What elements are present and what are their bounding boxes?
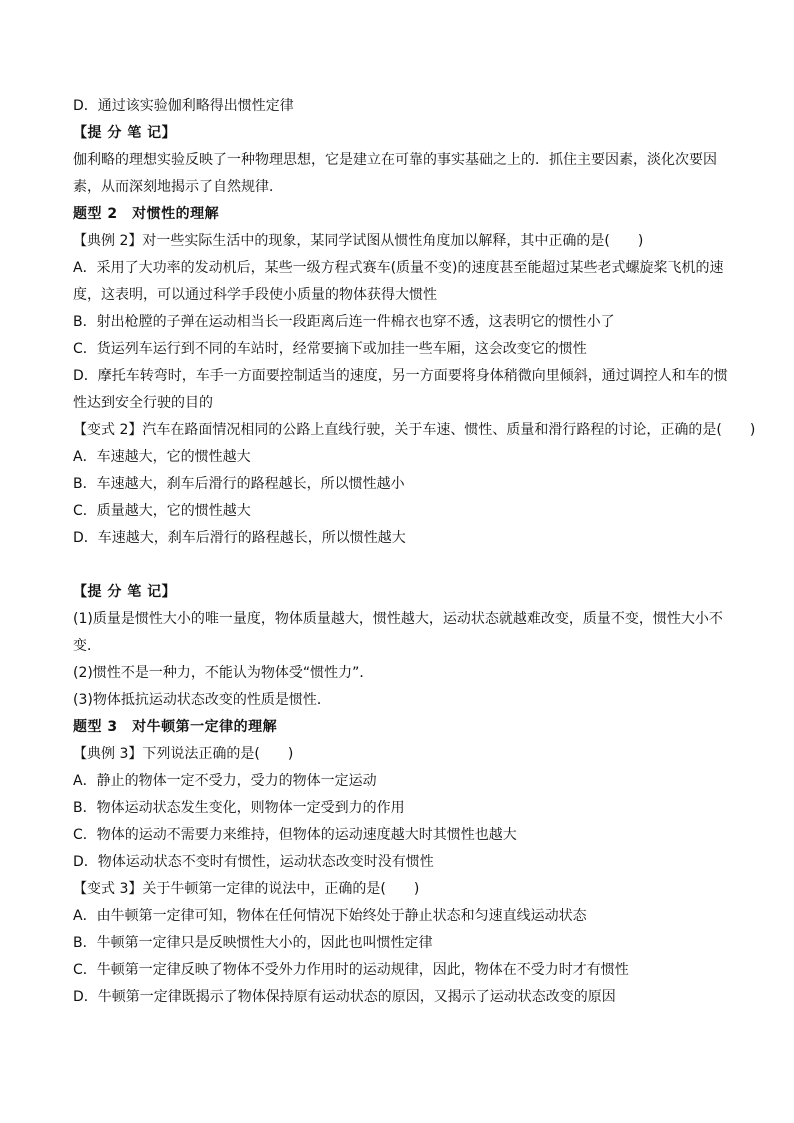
option-text: B．车速越大，刹车后滑行的路程越长，所以惯性越小 <box>73 476 405 492</box>
example-question: 【典例 3】下列说法正确的是( ) <box>73 746 294 762</box>
variant-question: 【变式 2】汽车在路面情况相同的公路上直线行驶，关于车速、惯性、质量和滑行路程的讨论，正确的是( ) <box>73 422 756 438</box>
notes-paragraph-line: 素，从而深刻地揭示了自然规律． <box>73 179 283 195</box>
example-question: 【典例 2】对一些实际生活中的现象，某同学试图从惯性角度加以解释，其中正确的是( ) <box>73 233 644 249</box>
section-heading: 题型 2 对惯性的理解 <box>73 206 220 222</box>
option-text: A．静止的物体一定不受力，受力的物体一定运动 <box>73 773 377 789</box>
section-heading: 题型 3 对牛顿第一定律的理解 <box>73 719 278 735</box>
option-text: C．物体的运动不需要力来维持，但物体的运动速度越大时其惯性也越大 <box>73 827 517 843</box>
option-text: D．车速越大，刹车后滑行的路程越长，所以惯性越大 <box>73 530 406 546</box>
option-text: A．车速越大，它的惯性越大 <box>73 449 251 465</box>
option-text: B．牛顿第一定律只是反映惯性大小的，因此也叫惯性定律 <box>73 935 433 951</box>
notes-item: (3)物体抵抗运动状态改变的性质是惯性． <box>73 692 331 708</box>
option-text: C．牛顿第一定律反映了物体不受外力作用时的运动规律，因此，物体在不受力时才有惯性 <box>73 962 629 978</box>
tip-notes-heading: 【提 分 笔 记】 <box>73 584 177 600</box>
option-text: A．采用了大功率的发动机后，某些一级方程式赛车(质量不变)的速度甚至能超过某些老式螺旋桨飞机的速 <box>73 260 724 276</box>
notes-paragraph-line: 伽利略的理想实验反映了一种物理思想，它是建立在可靠的事实基础之上的．抓住主要因素，淡化次要因 <box>73 152 717 168</box>
option-d-text: D．通过该实验伽利略得出惯性定律 <box>73 98 294 114</box>
notes-item: (2)惯性不是一种力，不能认为物体受“惯性力”． <box>73 665 374 681</box>
option-text: D．摩托车转弯时，车手一方面要控制适当的速度，另一方面要将身体稍微向里倾斜，通过调控人和车的惯 <box>73 368 728 384</box>
option-text: A．由牛顿第一定律可知，物体在任何情况下始终处于静止状态和匀速直线运动状态 <box>73 908 587 924</box>
option-text: D．牛顿第一定律既揭示了物体保持原有运动状态的原因，又揭示了运动状态改变的原因 <box>73 989 616 1005</box>
tip-notes-heading: 【提 分 笔 记】 <box>73 125 177 141</box>
variant-question: 【变式 3】关于牛顿第一定律的说法中，正确的是( ) <box>73 881 420 897</box>
option-text: D．物体运动状态不变时有惯性，运动状态改变时没有惯性 <box>73 854 434 870</box>
option-text: B．射出枪膛的子弹在运动相当长一段距离后连一件棉衣也穿不透，这表明它的惯性小了 <box>73 314 615 330</box>
option-text: 性达到安全行驶的目的 <box>73 395 213 411</box>
notes-item: (1)质量是惯性大小的唯一量度，物体质量越大，惯性越大，运动状态就越难改变，质量不变，惯性大小不 <box>73 611 723 627</box>
option-text: B．物体运动状态发生变化，则物体一定受到力的作用 <box>73 800 405 816</box>
option-text: 度，这表明，可以通过科学手段使小质量的物体获得大惯性 <box>73 287 437 303</box>
option-text: C．质量越大，它的惯性越大 <box>73 503 251 519</box>
option-text: C．货运列车运行到不同的车站时，经常要摘下或加挂一些车厢，这会改变它的惯性 <box>73 341 587 357</box>
notes-item: 变． <box>73 638 101 654</box>
